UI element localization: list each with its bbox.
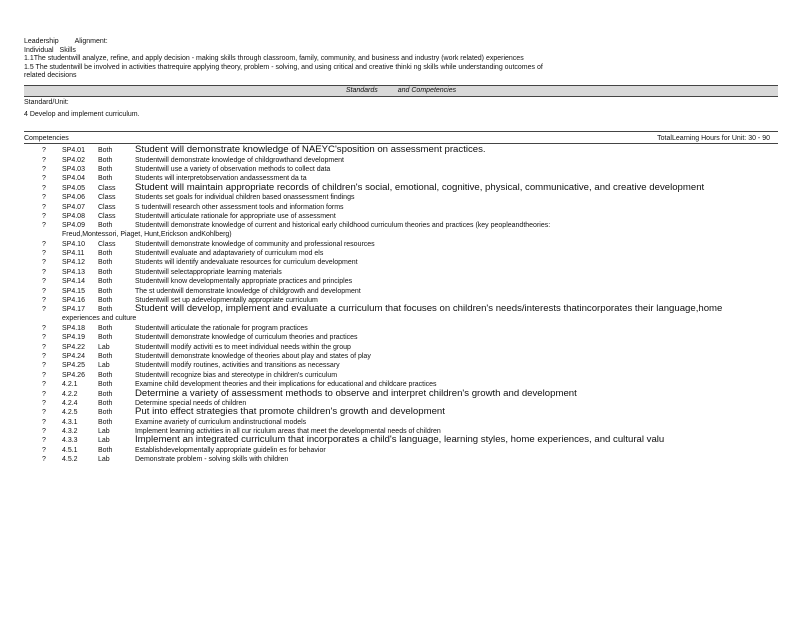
bullet-marker: ? (42, 399, 46, 407)
competency-text: Students will interpretobservation andassessment da ta (135, 175, 307, 183)
competency-row (24, 181, 778, 193)
competency-row (24, 343, 778, 352)
competency-level: Both (98, 381, 113, 389)
bullet-marker: ? (42, 297, 46, 305)
bullet-marker: ? (42, 156, 46, 164)
competency-level: Both (98, 409, 113, 417)
divider (24, 131, 778, 132)
competency-code: SP4.24 (62, 352, 85, 360)
competency-code: SP4.07 (62, 203, 85, 211)
competency-row (24, 287, 778, 296)
competency-row (24, 333, 778, 342)
competency-level: Both (98, 399, 113, 407)
bullet-marker: ? (42, 287, 46, 295)
competency-code: 4.2.2 (62, 390, 78, 398)
bullet-marker: ? (42, 212, 46, 220)
competency-row (24, 418, 778, 427)
competency-code: SP4.18 (62, 324, 85, 332)
competency-code: 4.2.1 (62, 381, 78, 389)
competency-text: Studentwill know developmentally appropriate practices and principles (135, 278, 353, 286)
competency-code: SP4.16 (62, 297, 85, 305)
competency-text: Studentwill set up adevelopmentally appropriate curriculum (135, 297, 318, 305)
competencies-title: and Competencies (397, 86, 457, 94)
competency-row (24, 277, 778, 286)
competency-text-continued: Freud,Montessori, Piaget, Hunt,Erickson andKohlberg) (62, 230, 232, 238)
competency-text: Studentwill evaluate and adaptavariety of curriculum mod els (135, 250, 324, 258)
competency-text: Studentwill use a variety of observation methods to collect data (135, 165, 331, 173)
competency-text-continued: experiences and culture (62, 314, 137, 322)
bullet-marker: ? (42, 194, 46, 202)
competency-level: Both (98, 156, 113, 164)
leadership-heading (24, 38, 778, 47)
bullet-marker: ? (42, 390, 46, 398)
bullet-marker: ? (42, 371, 46, 379)
competency-code: SP4.02 (62, 156, 85, 164)
competency-level: Both (98, 352, 113, 360)
bullet-marker: ? (42, 259, 46, 267)
bullet-marker: ? (42, 175, 46, 183)
competency-text: Studentwill demonstrate knowledge of current and historical early childhood curriculum theories and practices (key peopleandtheories: (135, 222, 551, 230)
competencies-label: Competencies (24, 135, 69, 143)
skill-1-1: 1.1The studentwill analyze, refine, and apply decision - making skills through classroom, family, community, and business and industry (work related) experiences (24, 55, 524, 63)
competency-row (24, 203, 778, 212)
competency-text: S tudentwill research other assessment tools and information forms (135, 203, 344, 211)
skill-1-5: 1.5 The studentwill be involved in activities thatrequire applying theory, problem - solving, and using critical and creative thinki ng skills while understanding outcomes of (24, 63, 543, 71)
competency-row (24, 268, 778, 277)
competency-row (24, 387, 778, 399)
competency-row (24, 156, 778, 165)
competency-level: Class (98, 194, 116, 202)
competency-level: Both (98, 250, 113, 258)
competency-code: SP4.06 (62, 194, 85, 202)
competency-text: Students set goals for individual children based onassessment findings (135, 194, 355, 202)
standards-section-header (24, 85, 778, 97)
bullet-marker: ? (42, 222, 46, 230)
competency-level: Lab (98, 437, 110, 445)
competency-level: Both (98, 222, 113, 230)
bullet-marker: ? (42, 428, 46, 436)
competencies-header (24, 134, 778, 144)
competency-text: Demonstrate problem - solving skills with children (135, 456, 289, 464)
competency-level: Class (98, 203, 116, 211)
competency-code: SP4.17 (62, 306, 85, 314)
competency-text: Student will demonstrate knowledge of NAEYC'sposition on assessment practices. (135, 144, 486, 156)
bullet-marker: ? (42, 334, 46, 342)
competency-row (24, 240, 778, 249)
competency-code: SP4.13 (62, 268, 85, 276)
bullet-marker: ? (42, 250, 46, 258)
bullet-marker: ? (42, 418, 46, 426)
bullet-marker: ? (42, 306, 46, 314)
competency-row (24, 352, 778, 361)
competency-row (24, 212, 778, 221)
competency-row (24, 249, 778, 258)
competency-text: Determine special needs of children (135, 399, 247, 407)
competency-code: SP4.11 (62, 250, 85, 258)
competency-text: Establishdevelopmentally appropriate guidelin es for behavior (135, 446, 326, 454)
competency-row (24, 193, 778, 202)
competency-text: Studentwill articulate rationale for appropriate use of assessment (135, 212, 336, 220)
competency-level: Both (98, 165, 113, 173)
competency-code: 4.3.3 (62, 437, 78, 445)
competency-text: Students will identify andevaluate resources for curriculum development (135, 259, 358, 267)
competency-code: 4.3.1 (62, 418, 78, 426)
competency-code: SP4.19 (62, 334, 85, 342)
competency-row (24, 324, 778, 333)
bullet-marker: ? (42, 437, 46, 445)
competency-row (24, 305, 778, 314)
competency-code: SP4.12 (62, 259, 85, 267)
competency-row (24, 436, 778, 445)
bullet-marker: ? (42, 147, 46, 155)
bullet-marker: ? (42, 381, 46, 389)
competency-text: Studentwill demonstrate knowledge of curriculum theories and practices (135, 334, 358, 342)
competency-text: Studentwill recognize bias and stereotype in children's curriculum (135, 371, 338, 379)
competency-level: Both (98, 278, 113, 286)
competency-level: Both (98, 268, 113, 276)
competency-text: Student will maintain appropriate records of children's social, emotional, cognitive, physical, communicative, and creative development (135, 181, 705, 193)
competency-text: Studentwill selectappropriate learning materials (135, 268, 282, 276)
alignment-label: Alignment: (74, 38, 108, 45)
bullet-marker: ? (42, 456, 46, 464)
competency-level: Both (98, 287, 113, 295)
competency-level: Class (98, 240, 116, 248)
competency-level: Both (98, 147, 113, 155)
competency-row (24, 165, 778, 174)
competency-code: 4.3.2 (62, 428, 78, 436)
competency-text: Studentwill articulate the rationale for program practices (135, 324, 308, 332)
competency-code: SP4.09 (62, 222, 85, 230)
competency-text: Determine a variety of assessment methods to observe and interpret children's growth and development (135, 387, 577, 399)
bullet-marker: ? (42, 362, 46, 370)
competency-code: SP4.04 (62, 175, 85, 183)
competency-text: Studentwill modify routines, activities and transitions as necessary (135, 362, 340, 370)
competency-text: Examine child development theories and their implications for educational and childcare practices (135, 381, 437, 389)
competency-row (24, 371, 778, 380)
competency-level: Both (98, 446, 113, 454)
competency-code: SP4.10 (62, 240, 85, 248)
competency-code: SP4.05 (62, 184, 85, 192)
bullet-marker: ? (42, 203, 46, 211)
competency-row (24, 361, 778, 370)
competency-code: SP4.25 (62, 362, 85, 370)
competency-list (24, 146, 778, 465)
skill-1-5-continued: related decisions (24, 72, 77, 80)
competency-code: 4.5.1 (62, 446, 78, 454)
competency-level: Lab (98, 428, 110, 436)
competency-code: SP4.22 (62, 343, 85, 351)
competency-code: SP4.08 (62, 212, 85, 220)
bullet-marker: ? (42, 278, 46, 286)
bullet-marker: ? (42, 184, 46, 192)
bullet-marker: ? (42, 324, 46, 332)
competency-row (24, 446, 778, 455)
competency-code: SP4.03 (62, 165, 85, 173)
leadership-label: Leadership (24, 38, 59, 45)
competency-level: Class (98, 184, 116, 192)
competency-text: Implement an integrated curriculum that incorporates a child's language, learning styles, home experiences, and cultural valu (135, 434, 665, 446)
bullet-marker: ? (42, 268, 46, 276)
bullet-marker: ? (42, 352, 46, 360)
competency-code: SP4.15 (62, 287, 85, 295)
document-page (24, 38, 778, 465)
competency-text: Put into effect strategies that promote children's growth and development (135, 406, 445, 418)
competency-level: Both (98, 324, 113, 332)
competency-level: Both (98, 334, 113, 342)
competency-level: Both (98, 418, 113, 426)
competency-text: Studentwill demonstrate knowledge of childgrowthand development (135, 156, 344, 164)
standard-label: Standard/Unit: (24, 98, 69, 106)
competency-level: Lab (98, 456, 110, 464)
competency-code: SP4.01 (62, 147, 85, 155)
competency-level: Lab (98, 362, 110, 370)
competency-text: Studentwill modify activiti es to meet individual needs within the group (135, 343, 351, 351)
competency-level: Both (98, 306, 113, 314)
competency-text: Examine avariety of curriculum andinstructional models (135, 418, 307, 426)
standards-title: Standards (345, 86, 378, 94)
competency-code: 4.5.2 (62, 456, 78, 464)
competency-text: Implement learning activities in all cur riculum areas that meet the developmental needs of children (135, 428, 441, 436)
standard-text: 4 Develop and implement curriculum. (24, 110, 140, 118)
competency-code: 4.2.5 (62, 409, 78, 417)
total-hours-label: TotalLearning Hours for Unit: 30 - 90 (657, 135, 770, 143)
skills-label: Skills (59, 46, 76, 54)
individual-label: Individual (24, 46, 54, 54)
bullet-marker: ? (42, 165, 46, 173)
bullet-marker: ? (42, 343, 46, 351)
bullet-marker: ? (42, 409, 46, 417)
competency-level: Both (98, 390, 113, 398)
bullet-marker: ? (42, 446, 46, 454)
competency-level: Both (98, 259, 113, 267)
competency-row (24, 221, 778, 230)
competency-level: Both (98, 371, 113, 379)
competency-code: SP4.26 (62, 371, 85, 379)
competency-level: Both (98, 297, 113, 305)
competency-level: Class (98, 212, 116, 220)
competency-row (24, 408, 778, 417)
competency-code: SP4.14 (62, 278, 85, 286)
individual-skills-heading (24, 47, 778, 56)
competency-code: 4.2.4 (62, 399, 78, 407)
competency-level: Both (98, 175, 113, 183)
competency-text: Student will develop, implement and evaluate a curriculum that focuses on children's needs/interests thatincorporates their language,home (135, 303, 723, 315)
competency-text: Studentwill demonstrate knowledge of community and professional resources (135, 240, 375, 248)
competency-row (24, 146, 778, 155)
competency-text: The st udentwill demonstrate knowledge of childgrowth and development (135, 287, 361, 295)
competency-text: Studentwill demonstrate knowledge of theories about play and states of play (135, 352, 371, 360)
bullet-marker: ? (42, 240, 46, 248)
competency-level: Lab (98, 343, 110, 351)
competency-row (24, 258, 778, 267)
competency-row (24, 455, 778, 464)
